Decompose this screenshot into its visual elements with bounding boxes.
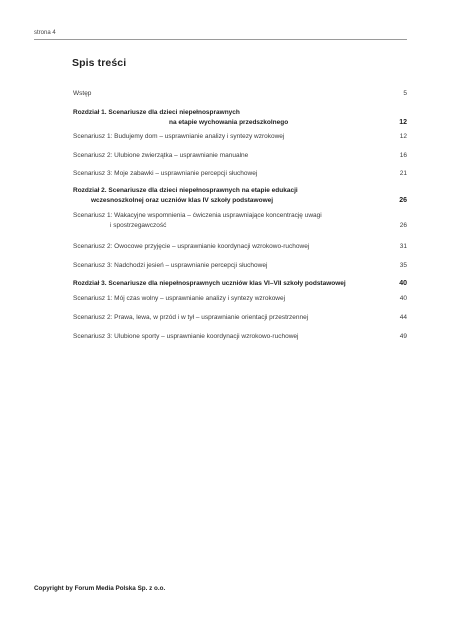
toc-entry-page: 26 bbox=[399, 222, 407, 229]
toc-entry-text: Scenariusz 2: Ulubione zwierzątka – usprawnianie manualne bbox=[73, 152, 249, 159]
copyright-footer: Copyright by Forum Media Polska Sp. z o.o. bbox=[34, 585, 166, 592]
toc-entry-page: 12 bbox=[399, 119, 407, 126]
toc-entry-scenario[interactable] bbox=[73, 313, 407, 323]
toc-entry-page: 26 bbox=[399, 197, 407, 204]
toc-chapter-1[interactable] bbox=[73, 108, 407, 128]
toc-entry-page: 44 bbox=[399, 314, 407, 321]
toc-entry-page: 12 bbox=[399, 133, 407, 140]
toc-entry-scenario[interactable] bbox=[73, 151, 407, 161]
toc-entry-scenario[interactable] bbox=[73, 132, 407, 142]
toc-entry-text: Scenariusz 3: Nadchodzi jesień – usprawnianie percepcji słuchowej bbox=[73, 262, 268, 269]
toc-entry-scenario[interactable] bbox=[73, 261, 407, 271]
toc-entry-page: 49 bbox=[399, 333, 407, 340]
toc-entry-text: Scenariusz 3: Ulubione sporty – usprawnianie koordynacji wzrokowo-ruchowej bbox=[73, 333, 299, 340]
toc-entry-scenario[interactable] bbox=[73, 211, 407, 231]
toc-entry-text: Rozdział 2. Scenariusze dla dzieci niepełnosprawnych na etapie edukacji bbox=[73, 187, 298, 194]
toc-entry-text: Rozdział 1. Scenariusze dla dzieci niepełnosprawnych bbox=[73, 109, 240, 116]
header-divider bbox=[34, 39, 407, 40]
toc-entry-page: 5 bbox=[403, 90, 407, 97]
toc-entry-scenario[interactable] bbox=[73, 294, 407, 304]
toc-entry-text: Scenariusz 2: Owocowe przyjęcie – usprawnianie koordynacji wzrokowo-ruchowej bbox=[73, 243, 310, 250]
toc-entry-page: 16 bbox=[399, 152, 407, 159]
toc-entry-scenario[interactable] bbox=[73, 242, 407, 252]
toc-entry-text: Scenariusz 2: Prawa, lewa, w przód i w tył – usprawnianie orientacji przestrzennej bbox=[73, 314, 309, 321]
toc-entry-text: Scenariusz 1: Budujemy dom – usprawnianie analizy i syntezy wzrokowej bbox=[73, 133, 285, 140]
toc-entry-scenario[interactable] bbox=[73, 332, 407, 342]
toc-chapter-2[interactable] bbox=[73, 186, 407, 206]
toc-entry-page: 40 bbox=[399, 280, 407, 287]
page-number-label: strona 4 bbox=[34, 30, 56, 36]
toc-entry-text-cont: na etapie wychowania przedszkolnego bbox=[169, 119, 289, 126]
toc-entry-text: Scenariusz 3: Moje zabawki – usprawnianie percepcji słuchowej bbox=[73, 170, 258, 177]
toc-entry-text-cont: wczesnoszkolnej oraz uczniów klas IV szkoły podstawowej bbox=[91, 197, 274, 204]
toc-entry-page: 31 bbox=[399, 243, 407, 250]
toc-entry-page: 21 bbox=[399, 170, 407, 177]
toc-entry-text: Rozdział 3. Scenariusze dla niepełnosprawnych uczniów klas VI–VII szkoły podstawowej bbox=[73, 280, 346, 287]
toc-chapter-3[interactable] bbox=[73, 279, 407, 289]
toc-entry-page: 35 bbox=[399, 262, 407, 269]
toc-entry-text: Scenariusz 1: Wakacyjne wspomnienia – ćwiczenia usprawniające koncentrację uwagi bbox=[73, 212, 322, 219]
toc-entry-page: 40 bbox=[399, 295, 407, 302]
toc-title: Spis treści bbox=[72, 57, 127, 69]
toc-entry-introduction[interactable] bbox=[73, 89, 407, 99]
toc-entry-text: Wstęp bbox=[73, 90, 92, 97]
toc-entry-text: Scenariusz 1: Mój czas wolny – usprawnianie analizy i syntezy wzrokowej bbox=[73, 295, 286, 302]
toc-entry-text-cont: i spostrzegawczość bbox=[110, 222, 167, 229]
toc-entry-scenario[interactable] bbox=[73, 169, 407, 179]
